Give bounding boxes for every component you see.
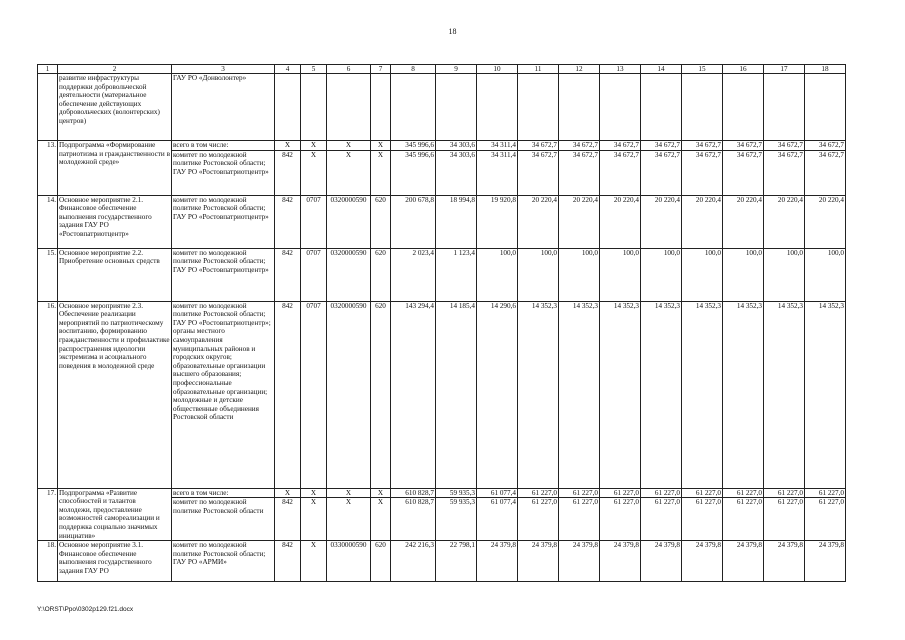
- amount-cell: 34 672,7: [805, 150, 846, 195]
- program-name-cell: Подпрограмма «Формирование патриотизма и гражданственности в молодежной среде»: [58, 141, 172, 196]
- amount-cell: 18 994,8: [436, 195, 477, 248]
- amount-cell: 61 227,0: [805, 498, 846, 541]
- amount-cell: 14 352,3: [682, 301, 723, 488]
- budget-code-cell: [327, 74, 371, 141]
- amount-cell: 100,0: [641, 248, 682, 301]
- amount-cell: 100,0: [477, 248, 518, 301]
- executor-cell: комитет по молодежной политике Ростовской области: [172, 498, 275, 541]
- column-number-cell: 12: [559, 65, 600, 74]
- budget-code-cell: X: [371, 150, 391, 195]
- executor-cell: комитет по молодежной политике Ростовской области; ГАУ РО «Ростовпатриотцентр»; органы местного самоуправления муниципальных районов и городских округов; образовательные организации высшего образования; профессиональные образовательные организации; молодежные и детские общественные объединения Ростовской области: [172, 301, 275, 488]
- file-path-footer: Y:\ORST\Ppo\0302p129.f21.docx: [37, 606, 134, 613]
- column-number-cell: 10: [477, 65, 518, 74]
- budget-code-cell: X: [301, 488, 327, 498]
- program-name-cell: Основное мероприятие 2.3. Обеспечение реализации мероприятий по патриотическому воспитанию, формированию гражданственности и профилактике распространения идеологии экстремизма и асоциального поведения в молодежной среде: [58, 301, 172, 488]
- executor-cell: комитет по молодежной политике Ростовской области; ГАУ РО «Ростовпатриотцентр»: [172, 150, 275, 195]
- amount-cell: [391, 74, 436, 141]
- budget-code-cell: 620: [371, 195, 391, 248]
- amount-cell: 100,0: [764, 248, 805, 301]
- budget-code-cell: X: [301, 141, 327, 151]
- budget-code-cell: X: [301, 541, 327, 582]
- column-number-cell: 6: [327, 65, 371, 74]
- amount-cell: 20 220,4: [805, 195, 846, 248]
- amount-cell: [682, 74, 723, 141]
- amount-cell: 34 672,7: [682, 150, 723, 195]
- amount-cell: 100,0: [723, 248, 764, 301]
- amount-cell: 34 672,7: [805, 141, 846, 151]
- column-number-cell: 9: [436, 65, 477, 74]
- table-row: [38, 195, 846, 248]
- row-number-cell: 15.: [38, 248, 58, 301]
- amount-cell: 34 672,7: [682, 141, 723, 151]
- row-number-cell: 17.: [38, 488, 58, 541]
- amount-cell: 24 379,8: [559, 541, 600, 582]
- budget-code-cell: X: [371, 141, 391, 151]
- executor-cell: ГАУ РО «Донволонтер»: [172, 74, 275, 141]
- column-number-cell: 5: [301, 65, 327, 74]
- amount-cell: 24 379,8: [641, 541, 682, 582]
- table-row: [38, 74, 846, 141]
- program-name-cell: Основное мероприятие 2.1. Финансовое обеспечение выполнения государственного задания ГАУ РО «Ростовпатриотцентр»: [58, 195, 172, 248]
- amount-cell: 20 220,4: [641, 195, 682, 248]
- budget-code-cell: 842: [275, 541, 301, 582]
- amount-cell: 61 227,0: [723, 498, 764, 541]
- amount-cell: 61 227,0: [600, 498, 641, 541]
- row-number-cell: [38, 74, 58, 141]
- amount-cell: 20 220,4: [559, 195, 600, 248]
- amount-cell: [436, 74, 477, 141]
- amount-cell: 242 216,3: [391, 541, 436, 582]
- amount-cell: 24 379,8: [805, 541, 846, 582]
- amount-cell: 34 672,7: [518, 141, 559, 151]
- column-number-cell: 17: [764, 65, 805, 74]
- amount-cell: 34 672,7: [559, 141, 600, 151]
- amount-cell: 61 227,0: [764, 488, 805, 498]
- budget-code-cell: 842: [275, 195, 301, 248]
- amount-cell: 34 672,7: [764, 150, 805, 195]
- amount-cell: 20 220,4: [600, 195, 641, 248]
- amount-cell: 100,0: [805, 248, 846, 301]
- budget-code-cell: X: [371, 498, 391, 541]
- table-row: [38, 301, 846, 488]
- amount-cell: 14 352,3: [764, 301, 805, 488]
- budget-code-cell: 0330000590: [327, 541, 371, 582]
- budget-table: [37, 64, 846, 582]
- column-number-cell: 8: [391, 65, 436, 74]
- amount-cell: 24 379,8: [764, 541, 805, 582]
- amount-cell: 61 077,4: [477, 498, 518, 541]
- budget-code-cell: 0320000590: [327, 248, 371, 301]
- budget-code-cell: X: [275, 141, 301, 151]
- budget-code-cell: 0707: [301, 248, 327, 301]
- budget-code-cell: [371, 74, 391, 141]
- amount-cell: 19 920,8: [477, 195, 518, 248]
- amount-cell: 14 352,3: [723, 301, 764, 488]
- table-row: [38, 248, 846, 301]
- amount-cell: 61 227,0: [723, 488, 764, 498]
- amount-cell: 1 123,4: [436, 248, 477, 301]
- amount-cell: 34 672,7: [518, 150, 559, 195]
- amount-cell: 14 290,6: [477, 301, 518, 488]
- budget-code-cell: X: [327, 498, 371, 541]
- amount-cell: 20 220,4: [518, 195, 559, 248]
- column-number-cell: 2: [58, 65, 172, 74]
- column-number-cell: 16: [723, 65, 764, 74]
- amount-cell: 24 379,8: [518, 541, 559, 582]
- column-number-cell: 7: [371, 65, 391, 74]
- amount-cell: 34 672,7: [600, 150, 641, 195]
- column-number-row: [38, 65, 846, 74]
- budget-code-cell: 0707: [301, 195, 327, 248]
- column-number-cell: 14: [641, 65, 682, 74]
- executor-cell: всего в том числе:: [172, 141, 275, 151]
- row-number-cell: 18.: [38, 541, 58, 582]
- amount-cell: [600, 74, 641, 141]
- amount-cell: 24 379,8: [600, 541, 641, 582]
- budget-code-cell: 842: [275, 150, 301, 195]
- amount-cell: 14 185,4: [436, 301, 477, 488]
- table-row: [38, 141, 846, 151]
- amount-cell: 24 379,8: [723, 541, 764, 582]
- amount-cell: 34 303,6: [436, 150, 477, 195]
- budget-code-cell: 842: [275, 498, 301, 541]
- amount-cell: 34 672,7: [641, 141, 682, 151]
- amount-cell: 24 379,8: [477, 541, 518, 582]
- executor-cell: комитет по молодежной политике Ростовской области; ГАУ РО «Ростовпатриотцентр»: [172, 248, 275, 301]
- amount-cell: 61 227,0: [600, 488, 641, 498]
- budget-code-cell: [301, 74, 327, 141]
- program-name-cell: Основное мероприятие 3.1. Финансовое обеспечение выполнения государственного задания ГАУ РО: [58, 541, 172, 582]
- budget-code-cell: 0320000590: [327, 195, 371, 248]
- budget-code-cell: 620: [371, 248, 391, 301]
- amount-cell: 200 678,8: [391, 195, 436, 248]
- amount-cell: 100,0: [682, 248, 723, 301]
- amount-cell: 345 996,6: [391, 141, 436, 151]
- budget-code-cell: 0707: [301, 301, 327, 488]
- amount-cell: 22 798,1: [436, 541, 477, 582]
- budget-code-cell: 620: [371, 301, 391, 488]
- row-number-cell: 14.: [38, 195, 58, 248]
- program-name-cell: Основное мероприятие 2.2. Приобретение основных средств: [58, 248, 172, 301]
- amount-cell: 14 352,3: [641, 301, 682, 488]
- amount-cell: 61 227,0: [805, 488, 846, 498]
- amount-cell: 61 227,0: [518, 498, 559, 541]
- amount-cell: 34 672,7: [600, 141, 641, 151]
- amount-cell: [723, 74, 764, 141]
- amount-cell: [518, 74, 559, 141]
- amount-cell: 24 379,8: [682, 541, 723, 582]
- row-number-cell: 16.: [38, 301, 58, 488]
- amount-cell: 61 227,0: [764, 498, 805, 541]
- amount-cell: 14 352,3: [559, 301, 600, 488]
- amount-cell: [641, 74, 682, 141]
- amount-cell: 2 023,4: [391, 248, 436, 301]
- column-number-cell: 3: [172, 65, 275, 74]
- amount-cell: 59 935,3: [436, 488, 477, 498]
- amount-cell: 100,0: [518, 248, 559, 301]
- budget-code-cell: X: [327, 141, 371, 151]
- column-number-cell: 11: [518, 65, 559, 74]
- budget-code-cell: 842: [275, 301, 301, 488]
- amount-cell: 100,0: [600, 248, 641, 301]
- budget-code-cell: X: [301, 498, 327, 541]
- budget-code-cell: X: [327, 488, 371, 498]
- amount-cell: 61 227,0: [641, 488, 682, 498]
- column-number-cell: 4: [275, 65, 301, 74]
- amount-cell: 34 672,7: [723, 141, 764, 151]
- page-number: 18: [448, 27, 457, 36]
- row-number-cell: 13.: [38, 141, 58, 196]
- amount-cell: 100,0: [559, 248, 600, 301]
- amount-cell: 61 227,0: [518, 488, 559, 498]
- amount-cell: 61 227,0: [559, 498, 600, 541]
- amount-cell: [477, 74, 518, 141]
- budget-code-cell: X: [301, 150, 327, 195]
- amount-cell: 34 672,7: [559, 150, 600, 195]
- amount-cell: 59 935,3: [436, 498, 477, 541]
- amount-cell: 610 828,7: [391, 498, 436, 541]
- column-number-cell: 1: [38, 65, 58, 74]
- amount-cell: 61 227,0: [682, 498, 723, 541]
- amount-cell: 143 294,4: [391, 301, 436, 488]
- table-row: [38, 541, 846, 582]
- table-row: [38, 488, 846, 498]
- column-number-cell: 15: [682, 65, 723, 74]
- amount-cell: 345 996,6: [391, 150, 436, 195]
- executor-cell: комитет по молодежной политике Ростовской области; ГАУ РО «АРМИ»: [172, 541, 275, 582]
- budget-code-cell: 620: [371, 541, 391, 582]
- amount-cell: [559, 74, 600, 141]
- budget-code-cell: X: [327, 150, 371, 195]
- amount-cell: 34 311,4: [477, 141, 518, 151]
- amount-cell: 20 220,4: [764, 195, 805, 248]
- amount-cell: 14 352,3: [600, 301, 641, 488]
- amount-cell: 61 227,0: [559, 488, 600, 498]
- column-number-cell: 13: [600, 65, 641, 74]
- budget-code-cell: 842: [275, 248, 301, 301]
- amount-cell: [764, 74, 805, 141]
- amount-cell: 34 303,6: [436, 141, 477, 151]
- program-name-cell: развитие инфраструктуры поддержки добровольческой деятельности (материальное обеспечение действующих добровольческих (волонтерских) центров): [58, 74, 172, 141]
- amount-cell: 20 220,4: [723, 195, 764, 248]
- amount-cell: 61 227,0: [682, 488, 723, 498]
- executor-cell: комитет по молодежной политике Ростовской области; ГАУ РО «Ростовпатриотцентр»: [172, 195, 275, 248]
- budget-code-cell: 0320000590: [327, 301, 371, 488]
- amount-cell: [805, 74, 846, 141]
- amount-cell: 61 227,0: [641, 498, 682, 541]
- amount-cell: 34 672,7: [641, 150, 682, 195]
- budget-code-cell: [275, 74, 301, 141]
- amount-cell: 34 672,7: [764, 141, 805, 151]
- program-name-cell: Подпрограмма «Развитие способностей и талантов молодежи, предоставление возможностей самореализации и поддержка социально значимых инициатив»: [58, 488, 172, 541]
- amount-cell: 14 352,3: [805, 301, 846, 488]
- amount-cell: 34 311,4: [477, 150, 518, 195]
- amount-cell: 61 077,4: [477, 488, 518, 498]
- amount-cell: 610 828,7: [391, 488, 436, 498]
- amount-cell: 14 352,3: [518, 301, 559, 488]
- amount-cell: 20 220,4: [682, 195, 723, 248]
- budget-code-cell: X: [275, 488, 301, 498]
- executor-cell: всего в том числе:: [172, 488, 275, 498]
- budget-code-cell: X: [371, 488, 391, 498]
- column-number-cell: 18: [805, 65, 846, 74]
- amount-cell: 34 672,7: [723, 150, 764, 195]
